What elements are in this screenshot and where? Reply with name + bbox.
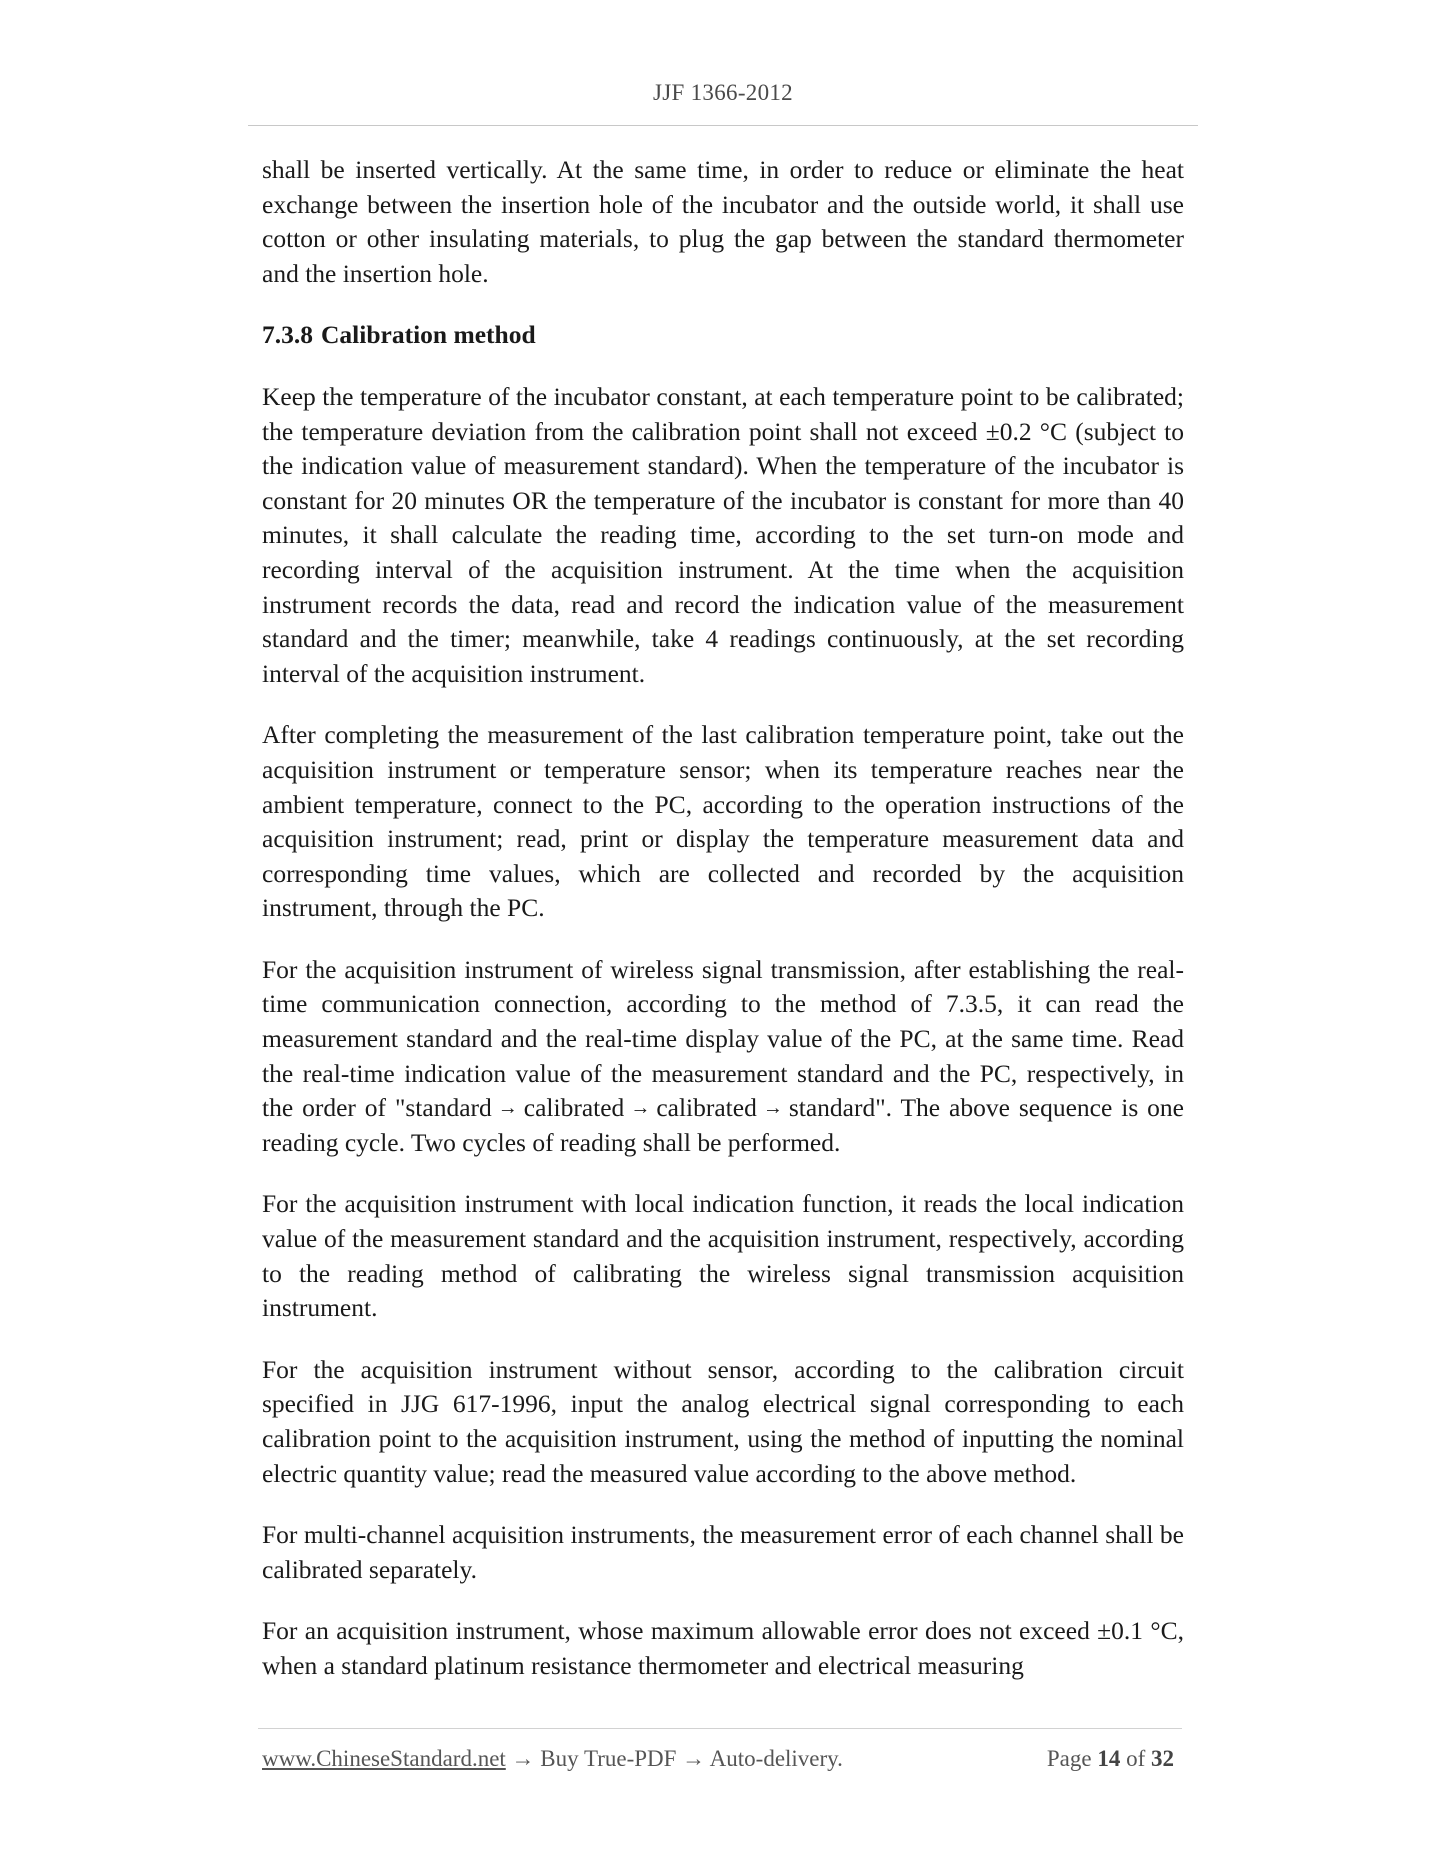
page-label: Page xyxy=(1046,1746,1092,1771)
arrow-right-icon: → xyxy=(762,1097,783,1120)
paragraph-calibration-procedure: Keep the temperature of the incubator constant, at each temperature point to be calibrated; the temperature deviation from the calibration point shall not exceed ±0.2 °C (subject to the indication value of measurement standard). When the temperature of the incubator is constant for 20 minutes OR the temperature of the incubator is constant for more than 40 minutes, it shall calculate the reading time, according to the set turn-on mode and recording interval of the acquisition instrument. At the time when the acquisition instrument records the data, read and record the indication value of the measurement standard and the timer; meanwhile, take 4 readings continuously, at the set recording interval of the acquisition instrument. xyxy=(262,381,1184,688)
arrow-right-icon: → xyxy=(630,1097,651,1120)
reading-step-calibrated-1: calibrated xyxy=(523,1093,625,1123)
paragraph-intro: shall be inserted vertically. At the same time, in order to reduce or eliminate the heat exchange between the insertion hole of the incubator and the outside world, it shall use cotton or other insulating materials, to plug the gap between the standard thermometer and the insertion hole. xyxy=(262,155,1184,288)
page-total: 32 xyxy=(1151,1746,1174,1771)
wireless-reading-tail: standard". The above sequence is one reading cycle. Two cycles of reading shall be performed. xyxy=(262,1093,1184,1157)
footer-divider xyxy=(258,1728,1182,1729)
page-of-label: of xyxy=(1126,1746,1146,1771)
arrow-right-icon: → xyxy=(497,1097,518,1120)
paragraph-local-indication: For the acquisition instrument with local indication function, it reads the local indication value of the measurement standard and the acquisition instrument, respectively, according to the reading method of calibrating the wireless signal transmission acquisition instrument. xyxy=(262,1189,1184,1323)
paragraph-max-error: For an acquisition instrument, whose maximum allowable error does not exceed ±0.1 °C, when a standard platinum resistance thermometer and electrical measuring xyxy=(262,1616,1184,1680)
website-link[interactable]: www.ChineseStandard.net xyxy=(262,1746,506,1771)
page-indicator xyxy=(1047,1746,1174,1772)
document-body xyxy=(262,153,1184,1711)
page-footer xyxy=(262,1746,1182,1772)
wireless-reading-lead: For the acquisition instrument of wireless signal transmission, after establishing the real-time communication connection, according to the method of 7.3.5, it can read the measurement standard and the real-time display value of the PC, at the same time. Read the real-time indication value of the measurement standard and the PC, respectively, in the order of "standard xyxy=(262,954,1184,1123)
section-heading xyxy=(262,318,1184,353)
section-title: Calibration method xyxy=(321,320,536,350)
reading-step-calibrated-2: calibrated xyxy=(656,1093,757,1123)
section-number: 7.3.8 xyxy=(262,320,313,350)
footer-promo-text: → Buy True-PDF → Auto-delivery. xyxy=(505,1746,843,1771)
paragraph-without-sensor: For the acquisition instrument without sensor, according to the calibration circuit specified in JJG 617-1996, input the analog electrical signal corresponding to each calibration point to the acquisition instrument, using the method of inputting the nominal electric quantity value; read the measured value according to the above method. xyxy=(262,1354,1184,1488)
document-code-header: JJF 1366-2012 xyxy=(652,80,793,105)
header-divider xyxy=(248,125,1198,126)
paragraph-wireless-reading xyxy=(262,953,1184,1161)
paragraph-multi-channel: For multi-channel acquisition instruments, the measurement error of each channel shall be calibrated separately. xyxy=(262,1520,1184,1584)
paragraph-post-measurement: After completing the measurement of the last calibration temperature point, take out the acquisition instrument or temperature sensor; when its temperature reaches near the ambient temperature, connect to the PC, according to the operation instructions of the acquisition instrument; read, print or display the temperature measurement data and corresponding time values, which are collected and recorded by the acquisition instrument, through the PC. xyxy=(262,720,1184,923)
page-current: 14 xyxy=(1097,1746,1121,1771)
